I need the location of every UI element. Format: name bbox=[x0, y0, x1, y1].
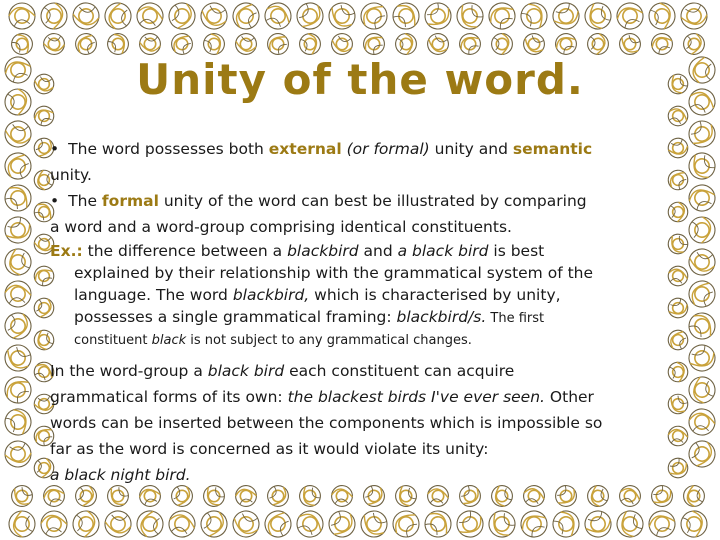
keyword-external: external bbox=[268, 140, 342, 158]
bullet-marker: • bbox=[50, 192, 60, 210]
keyword-semantic: semantic bbox=[512, 140, 593, 158]
text-run: the difference between a bbox=[82, 242, 288, 260]
text-run: unity and bbox=[429, 140, 513, 158]
text-run: possesses a single grammatical framing: bbox=[74, 308, 397, 326]
text-run: constituent bbox=[74, 333, 152, 348]
text-run: The bbox=[68, 192, 102, 210]
bullet-2 bbox=[50, 188, 680, 214]
text-run: unity of the word can best be illustrated by comparing bbox=[158, 192, 587, 210]
text-italic: black bbox=[151, 333, 187, 348]
example-line-5 bbox=[50, 330, 680, 352]
example-line-3 bbox=[50, 284, 680, 306]
text-run: language. The word bbox=[74, 286, 233, 304]
paragraph-3-line-1 bbox=[50, 358, 680, 384]
text-run: each constituent can acquire bbox=[284, 362, 515, 380]
text-run: Other bbox=[544, 388, 594, 406]
text-italic: blackbird bbox=[287, 242, 359, 260]
keyword-formal: formal bbox=[101, 192, 159, 210]
slide-title: Unity of the word. bbox=[136, 55, 584, 104]
text-run: In the word-group a bbox=[50, 362, 208, 380]
text-run: The word possesses both bbox=[68, 140, 269, 158]
text-italic: blackbird, bbox=[232, 286, 310, 304]
example-block bbox=[50, 240, 680, 352]
text-run: which is characterised by unity, bbox=[309, 286, 561, 304]
paragraph-3-line-4: far as the word is concerned as it would violate its unity: bbox=[50, 440, 489, 458]
text-italic: (or formal) bbox=[341, 140, 430, 158]
example-label: Ex.: bbox=[50, 242, 83, 260]
text-italic: a black bird bbox=[397, 242, 489, 260]
slide-body bbox=[50, 136, 680, 488]
text-small: The first bbox=[486, 311, 545, 326]
text-italic: the blackest birds I've ever seen. bbox=[287, 388, 545, 406]
bullet-2-cont: a word and a word-group comprising identical constituents. bbox=[50, 218, 512, 236]
bullet-1 bbox=[50, 136, 680, 162]
example-line-2: explained by their relationship with the grammatical system of the bbox=[74, 264, 594, 282]
text-run: is not subject to any grammatical changes. bbox=[186, 333, 472, 348]
text-italic: blackbird/s. bbox=[396, 308, 487, 326]
text-run: and bbox=[358, 242, 398, 260]
example-line-1 bbox=[50, 240, 680, 262]
bullet-marker: • bbox=[50, 140, 60, 158]
example-line-4 bbox=[50, 306, 680, 330]
bullet-1-cont: unity. bbox=[50, 166, 92, 184]
text-run: is best bbox=[488, 242, 545, 260]
paragraph-3-line-3: words can be inserted between the components which is impossible so bbox=[50, 414, 603, 432]
paragraph-3-line-2 bbox=[50, 384, 680, 410]
paragraph-3-line-5: a black night bird. bbox=[50, 466, 191, 484]
text-run: grammatical forms of its own: bbox=[50, 388, 288, 406]
text-italic: black bird bbox=[207, 362, 285, 380]
